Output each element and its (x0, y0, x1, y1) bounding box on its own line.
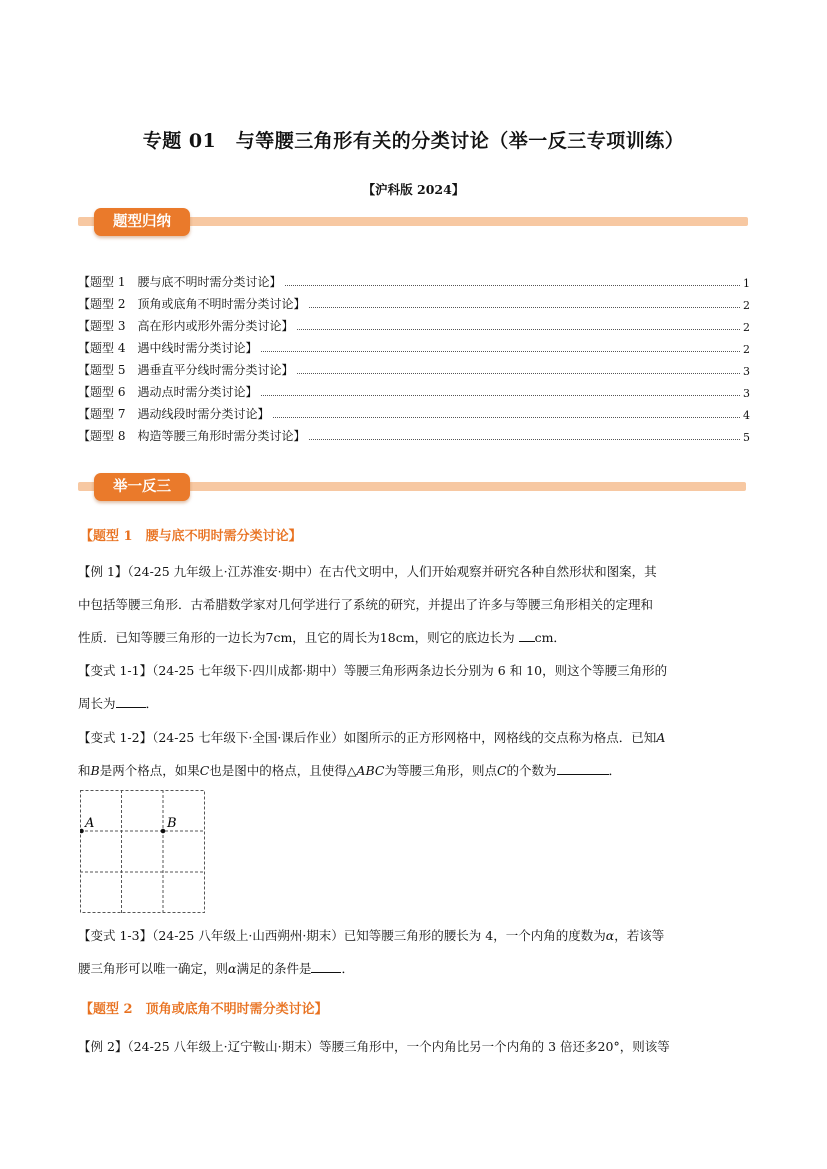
toc-leader (297, 329, 740, 330)
answer-blank[interactable] (557, 760, 609, 775)
point-a-label: A (656, 730, 666, 745)
alpha-symbol: α (605, 928, 615, 943)
variant-1-2-line-1 (78, 721, 750, 754)
toc-item-label: 【题型 8 构造等腰三角形时需分类讨论】 (78, 429, 306, 443)
point-c-label: C (496, 763, 507, 778)
toc-item-label: 【题型 1 腰与底不明时需分类讨论】 (78, 275, 282, 289)
toc-item-page: 5 (743, 431, 750, 444)
toc-leader (261, 351, 740, 352)
example-1 (78, 555, 750, 654)
example-1-line-2: 中包括等腰三角形．古希腊数学家对几何学进行了系统的研究，并提出了许多与等腰三角形相关的定理和 (78, 597, 654, 612)
square-grid-figure (80, 790, 205, 913)
toc-item-label: 【题型 7 遇动线段时需分类讨论】 (78, 407, 270, 421)
example-1-text: 性质．已知等腰三角形的一边长为7cm，且它的周长为18cm，则它的底边长为 (78, 630, 515, 645)
toc-item-page: 4 (743, 409, 750, 422)
variant-1-2-text: 和 (78, 763, 91, 778)
variant-1-3-text: 【变式 1-3】（24-25 八年级上·山西朔州·期末）已知等腰三角形的腰长为 4，一个内角的度数为 (78, 928, 606, 943)
point-c-label: C (199, 763, 210, 778)
variant-1-3-end: ． (341, 961, 354, 976)
variant-1-3 (78, 919, 750, 985)
variant-1-3-line-1 (78, 919, 750, 952)
toc-item-label: 【题型 3 高在形内或形外需分类讨论】 (78, 319, 294, 333)
toc-item-5[interactable] (78, 356, 750, 378)
grid-label-b: B (167, 816, 177, 831)
example-1-line-3 (78, 621, 750, 654)
variant-1-3-line-2 (78, 952, 750, 985)
variant-1-2-text: 也是图中的格点，且使得 (209, 763, 347, 778)
variant-1-2-text: 【变式 1-2】（24-25 七年级下·全国·课后作业）如图所示的正方形网格中，网格线的交点称为格点．已知 (78, 730, 657, 745)
toc-item-4[interactable] (78, 334, 750, 356)
toc-leader (297, 373, 740, 374)
toc-item-label: 【题型 2 顶角或底角不明时需分类讨论】 (78, 297, 306, 311)
variant-1-2-line-2 (78, 754, 750, 787)
answer-blank[interactable] (116, 693, 146, 708)
practice-badge: 举一反三 (94, 473, 190, 501)
toc-item-label: 【题型 4 遇中线时需分类讨论】 (78, 341, 258, 355)
toc-item-page: 2 (743, 299, 750, 312)
variant-1-2-text: 的个数为 (506, 763, 557, 778)
variant-1-3-text: 满足的条件是 (236, 961, 312, 976)
variant-1-3-text: ，若该等 (614, 928, 665, 943)
variant-1-1-end: ． (145, 696, 159, 711)
toc-item-page: 1 (743, 277, 750, 290)
variant-1-2-end: ． (608, 763, 622, 778)
grid-label-a: A (85, 816, 95, 831)
toc-leader (273, 417, 740, 418)
toc-item-1[interactable] (78, 268, 750, 290)
toc-leader (285, 285, 740, 286)
variant-1-1-line-2 (78, 687, 750, 720)
toc-item-label: 【题型 5 遇垂直平分线时需分类讨论】 (78, 363, 294, 377)
edition-label: 【沪科版 2024】 (362, 182, 465, 197)
example-2 (78, 1030, 750, 1063)
variant-1-2-text: 为等腰三角形，则点 (384, 763, 497, 778)
example-1-line-1: 【例 1】（24-25 九年级上·江苏淮安·期中）在古代文明中，人们开始观察并研究各种自然形状和图案，其 (78, 564, 657, 579)
toc-item-page: 3 (743, 387, 750, 400)
toc-leader (309, 439, 740, 440)
toc-leader (261, 395, 740, 396)
point-b-label: B (90, 763, 100, 778)
section-title-1: 【题型 1 腰与底不明时需分类讨论】 (80, 529, 302, 544)
variant-1-3-text: 腰三角形可以唯一确定，则 (78, 961, 229, 976)
toc-item-7[interactable] (78, 400, 750, 422)
grid-point-b (161, 829, 166, 834)
toc-item-3[interactable] (78, 312, 750, 334)
toc-item-6[interactable] (78, 378, 750, 400)
toc-item-8[interactable] (78, 422, 750, 444)
grid-point-a (80, 829, 84, 834)
alpha-symbol: α (228, 961, 237, 976)
toc-item-page: 2 (743, 343, 750, 356)
toc-item-label: 【题型 6 遇动点时需分类讨论】 (78, 385, 258, 399)
variant-1-2 (78, 721, 750, 787)
triangle-label: △ABC (346, 763, 385, 778)
answer-blank[interactable] (311, 958, 341, 973)
toc-item-page: 2 (743, 321, 750, 334)
variant-1-1-line-1: 【变式 1-1】（24-25 七年级下·四川成都·期中）等腰三角形两条边长分别为 6 和 10，则这个等腰三角形的 (78, 663, 668, 678)
answer-blank[interactable] (519, 627, 535, 642)
toc-badge: 题型归纳 (94, 208, 190, 236)
variant-1-1-text: 周长为 (78, 696, 116, 711)
toc-item-2[interactable] (78, 290, 750, 312)
page-title: 专题 01 与等腰三角形有关的分类讨论（举一反三专项训练） (142, 130, 685, 152)
toc-leader (309, 307, 740, 308)
example-2-line-1: 【例 2】（24-25 八年级上·辽宁鞍山·期末）等腰三角形中，一个内角比另一个内角的 3 倍还多20°，则该等 (78, 1039, 670, 1054)
section-title-2: 【题型 2 顶角或底角不明时需分类讨论】 (80, 1002, 328, 1017)
variant-1-1 (78, 654, 750, 720)
variant-1-2-text: 是两个格点，如果 (99, 763, 200, 778)
toc-item-page: 3 (743, 365, 750, 378)
example-1-unit: cm． (534, 630, 566, 645)
